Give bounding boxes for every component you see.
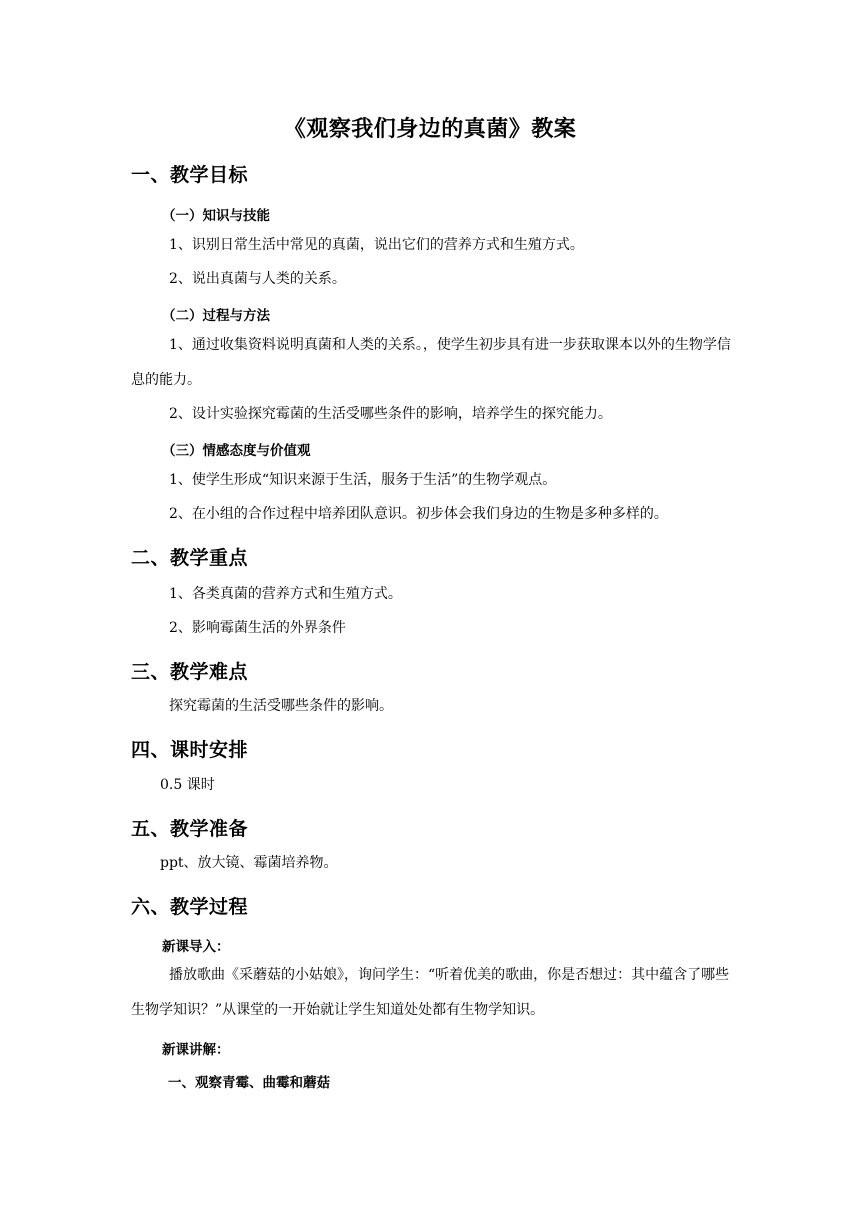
paragraph: 0.5 课时 (160, 777, 215, 793)
subsection-heading-values: （三）情感态度与价值观 (162, 443, 311, 459)
section-heading-objectives: 一、教学目标 (131, 164, 249, 186)
paragraph: 播放歌曲《采蘑菇的小姑娘》，询问学生：“听着优美的歌曲，你是否想过：其中蕴含了哪些生物学知识？”从课堂的一开始就让学生知道处处都有生物学知识。 (131, 967, 730, 1018)
document-title: 《观察我们身边的真菌》教案 (283, 116, 577, 142)
subsection-heading-knowledge: （一）知识与技能 (162, 208, 270, 224)
paragraph: 1、使学生形成“知识来源于生活，服务于生活”的生物学观点。 (169, 472, 557, 488)
section-heading-difficulties: 三、教学难点 (131, 661, 249, 683)
section-heading-preparation: 五、教学准备 (131, 818, 249, 840)
paragraph: 2、说出真菌与人类的关系。 (169, 271, 346, 287)
subsection-heading-lecture: 新课讲解： (162, 1042, 230, 1058)
paragraph: 2、影响霉菌生活的外界条件 (169, 620, 346, 636)
paragraph: ppt、放大镜、霉菌培养物。 (160, 855, 338, 871)
paragraph: 1、识别日常生活中常见的真菌，说出它们的营养方式和生殖方式。 (169, 237, 584, 253)
paragraph: 1、各类真菌的营养方式和生殖方式。 (169, 586, 402, 602)
paragraph: 1、通过收集资料说明真菌和人类的关系。，使学生初步具有进一步获取课本以外的生物学信息的能力。 (131, 337, 731, 388)
paragraph: 2、在小组的合作过程中培养团队意识。初步体会我们身边的生物是多种多样的。 (169, 506, 668, 522)
section-heading-process: 六、教学过程 (131, 896, 249, 918)
paragraph: 2、设计实验探究霉菌的生活受哪些条件的影响，培养学生的探究能力。 (169, 406, 612, 422)
subsection-heading-observe: 一、观察青霉、曲霉和蘑菇 (168, 1075, 330, 1091)
subsection-heading-process: （二）过程与方法 (162, 308, 270, 324)
section-heading-schedule: 四、课时安排 (131, 739, 249, 761)
section-heading-key-points: 二、教学重点 (131, 547, 249, 569)
paragraph: 探究霉菌的生活受哪些条件的影响。 (169, 698, 393, 714)
subsection-heading-intro: 新课导入： (162, 939, 230, 955)
